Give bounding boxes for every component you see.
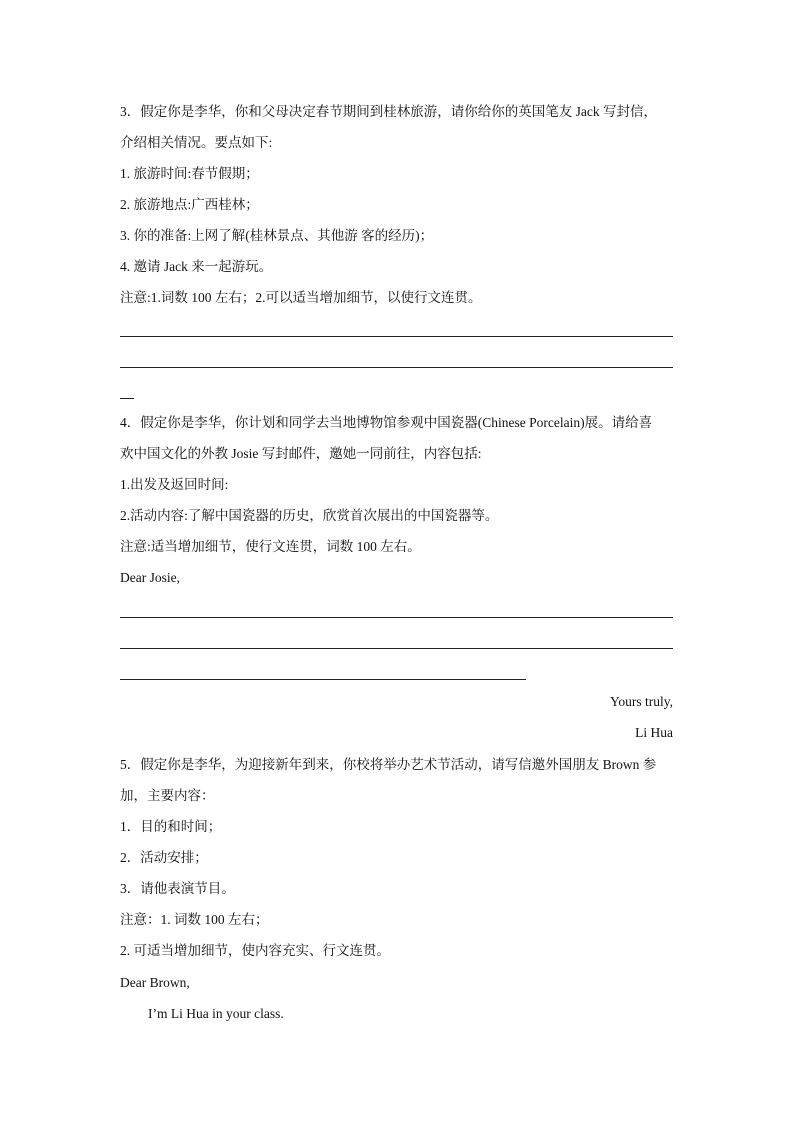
worksheet-page	[120, 0, 675, 1123]
q5-salutation: Dear Brown,	[120, 975, 190, 990]
q5-prompt-line-2: 加，主要内容：	[120, 788, 215, 803]
q3-point-4: 4. 邀请 Jack 来一起游玩。	[120, 259, 273, 274]
q3-answer-line-end	[120, 398, 134, 399]
q5-point-3: 3．请他表演节目。	[120, 881, 235, 896]
q4-prompt-line-1: 4．假定你是李华，你计划和同学去当地博物馆参观中国瓷器(Chinese Porcelain)展。请给喜	[120, 415, 653, 430]
q4-salutation: Dear Josie,	[120, 570, 180, 585]
q4-signature: Li Hua	[635, 725, 673, 740]
q3-note: 注意:1.词数 100 左右；2.可以适当增加细节，以使行文连贯。	[120, 290, 482, 305]
q5-point-1: 1．目的和时间；	[120, 819, 222, 834]
q3-answer-line-2	[120, 367, 673, 368]
q4-point-1: 1.出发及返回时间:	[120, 477, 229, 492]
q4-answer-line-1	[120, 617, 673, 618]
q5-note-2: 2. 可适当增加细节，使内容充实、行文连贯。	[120, 943, 390, 958]
q3-point-3: 3. 你的准备:上网了解(桂林景点、其他游 客的经历)；	[120, 228, 434, 243]
q3-prompt-line-2: 介绍相关情况。要点如下:	[120, 135, 273, 150]
q5-note-1: 注意：1. 词数 100 左右；	[120, 912, 269, 927]
q4-point-2: 2.活动内容:了解中国瓷器的历史，欣赏首次展出的中国瓷器等。	[120, 508, 499, 523]
q4-closing: Yours truly,	[609, 694, 673, 709]
q5-point-2: 2．活动安排；	[120, 850, 208, 865]
q4-answer-line-3	[120, 679, 526, 680]
q4-answer-line-2	[120, 648, 673, 649]
q3-answer-line-1	[120, 336, 673, 337]
q5-opening-sentence: I’m Li Hua in your class.	[148, 1006, 284, 1021]
q4-note: 注意:适当增加细节，使行文连贯，词数 100 左右。	[120, 539, 421, 554]
q3-prompt-line-1: 3．假定你是李华，你和父母决定春节期间到桂林旅游，请你给你的英国笔友 Jack 写封信，	[120, 104, 657, 119]
q4-prompt-line-2: 欢中国文化的外教 Josie 写封邮件，邀她一同前往，内容包括:	[120, 446, 482, 461]
q5-prompt-line-1: 5．假定你是李华，为迎接新年到来，你校将举办艺术节活动，请写信邀外国朋友 Brown 参	[120, 757, 657, 772]
q3-point-2: 2. 旅游地点:广西桂林；	[120, 197, 259, 212]
q3-point-1: 1. 旅游时间:春节假期；	[120, 166, 259, 181]
